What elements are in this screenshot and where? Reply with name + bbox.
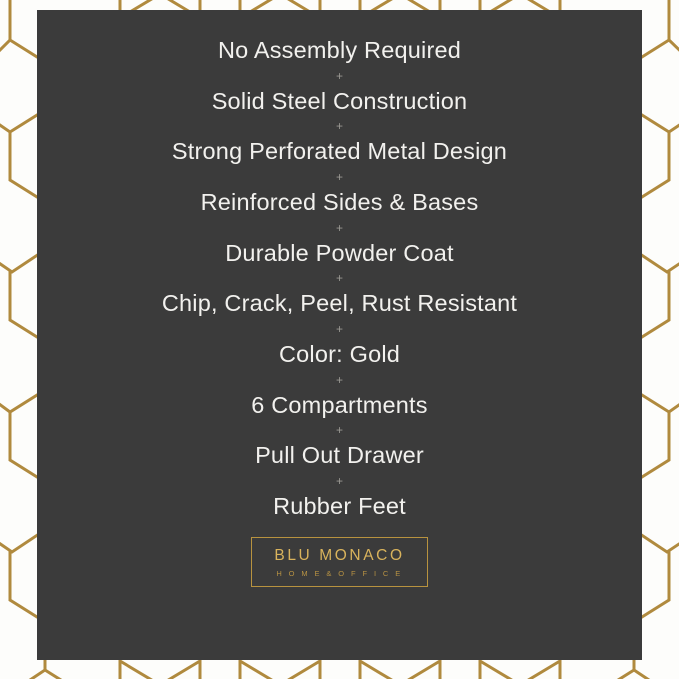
feature-list-panel [37, 10, 642, 660]
separator-plus: + [335, 474, 343, 489]
separator-plus: + [335, 170, 343, 185]
separator-plus: + [335, 271, 343, 286]
brand-logo [251, 537, 427, 587]
separator-plus: + [335, 322, 343, 337]
separator-plus: + [335, 423, 343, 438]
feature-item: Solid Steel Construction [211, 87, 468, 114]
separator-plus: + [335, 119, 343, 134]
feature-item: Strong Perforated Metal Design [171, 138, 508, 165]
separator-plus: + [335, 372, 343, 387]
feature-item: No Assembly Required [217, 37, 462, 63]
feature-item: Chip, Crack, Peel, Rust Resistant [161, 290, 518, 317]
feature-item: Durable Powder Coat [225, 239, 454, 266]
feature-item: Pull Out Drawer [255, 442, 424, 469]
brand-tagline: H O M E & O F F I C E [276, 568, 403, 578]
separator-plus: + [335, 68, 343, 83]
feature-item: Color: Gold [278, 341, 401, 368]
brand-name: BLU MONACO [274, 546, 405, 564]
feature-item: 6 Compartments [251, 391, 428, 418]
separator-plus: + [335, 220, 343, 235]
feature-item: Rubber Feet [273, 493, 406, 520]
feature-item: Reinforced Sides & Bases [200, 189, 479, 216]
